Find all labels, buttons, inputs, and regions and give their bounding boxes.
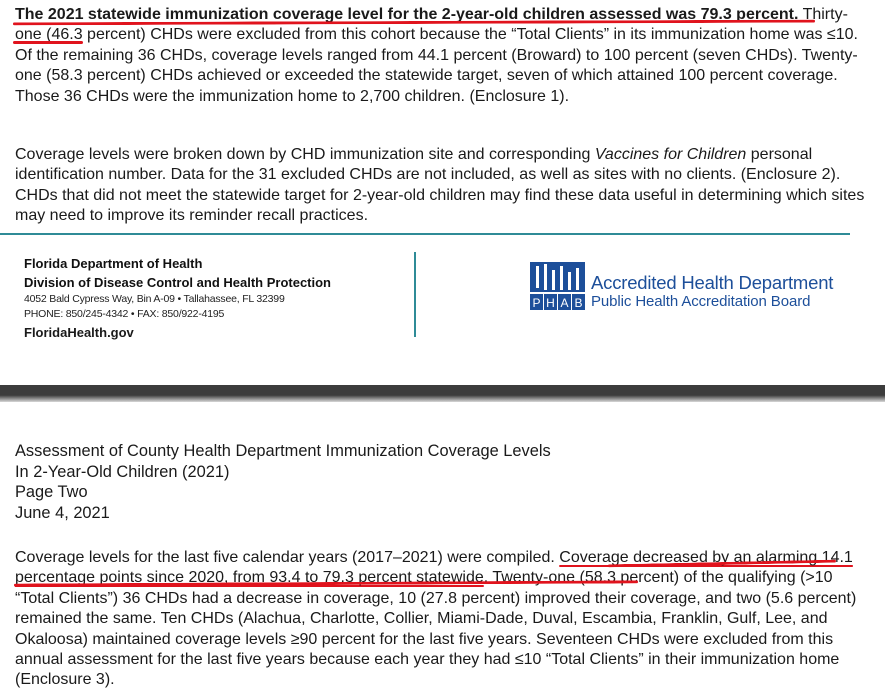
org-name: Florida Department of Health	[24, 256, 203, 271]
document-title: Assessment of County Health Department Immunization Coverage Levels	[15, 442, 551, 460]
website-link[interactable]: FloridaHealth.gov	[24, 325, 134, 340]
trend-text: Coverage levels for the last five calendar years (2017–2021) were compiled.	[15, 549, 560, 566]
document-subtitle: In 2-Year-Old Children (2021)	[15, 462, 230, 481]
site-breakdown-paragraph	[15, 145, 865, 227]
accreditation-subtitle: Public Health Accreditation Board	[591, 293, 811, 310]
coverage-decrease-highlight: Coverage decreased by an alarming 14.1 percentage points since 2020, from 93.4 to 79.3 percent statewide	[15, 549, 853, 587]
phab-logo	[528, 262, 588, 312]
address: 4052 Bald Cypress Way, Bin A-09 • Tallahassee, FL 32399	[24, 293, 285, 305]
phone-fax: PHONE: 850/245-4342 • FAX: 850/922-4195	[24, 308, 225, 320]
page-number: Page Two	[15, 483, 88, 502]
footer-rule	[0, 233, 850, 235]
logo-letter-b: B	[574, 296, 583, 310]
site-breakdown-text-cont: personal identification number. Data for the 31 excluded CHDs are not included, as well as sites with no clients. (Enclosure 2). CHDs that did not meet the statewide target for 2-year-old children may find these data useful in determining which sites may need to improve its reminder recall practices.	[15, 146, 865, 225]
vaccines-for-children-term: Vaccines for Children	[594, 146, 747, 163]
logo-letter-h: H	[546, 296, 555, 310]
site-breakdown-text: Coverage levels were broken down by CHD immunization site and corresponding	[15, 146, 595, 163]
accreditation-text	[591, 273, 833, 311]
accreditation-title: Accredited Health Department	[591, 272, 834, 293]
logo-letter-p: P	[532, 296, 541, 310]
five-year-trend-paragraph	[15, 548, 865, 691]
document-date: June 4, 2021	[15, 503, 110, 522]
division-name: Division of Disease Control and Health Protection	[24, 275, 331, 290]
page-separator	[0, 385, 885, 402]
statewide-coverage-lead: The 2021 statewide immunization coverage level for the 2-year-old children assessed was 79.3 percent.	[15, 6, 799, 23]
page-header-block	[15, 441, 551, 523]
footer-divider	[414, 252, 416, 337]
logo-letter-a: A	[560, 296, 569, 310]
fdoh-contact-block	[24, 254, 404, 343]
exclusion-details: Thirty-one (46.3 percent) CHDs were excluded from this cohort because the “Total Clients” in its immunization home was ≤10. Of the remaining 36 CHDs, coverage levels ranged from 44.1 percent (Broward) to 100 percent (seven CHDs). Twenty-one (58.3 percent) CHDs achieved or exceeded the statewide target, seven of which attained 100 percent coverage. Those 36 CHDs were the immunization home to 2,700 children. (Enclosure 1).	[15, 6, 858, 105]
red-underline-annotation-short	[13, 41, 83, 44]
trend-text-cont: . Twenty-one (58.3 percent) of the qualifying (>10 “Total Clients”) 36 CHDs had a decrease in coverage, 10 (27.8 percent) improved their coverage, and two (5.6 percent) remained the same. Ten CHDs (Alachua, Charlotte, Collier, Miami-Dade, Duval, Escambia, Franklin, Gulf, Lee, and Okaloosa) maintained coverage levels ≥90 percent for the last five years. Seventeen CHDs were excluded from this annual assessment for the last five years because each year they had ≤10 “Total Clients” in their immunization home (Enclosure 3).	[15, 569, 857, 689]
